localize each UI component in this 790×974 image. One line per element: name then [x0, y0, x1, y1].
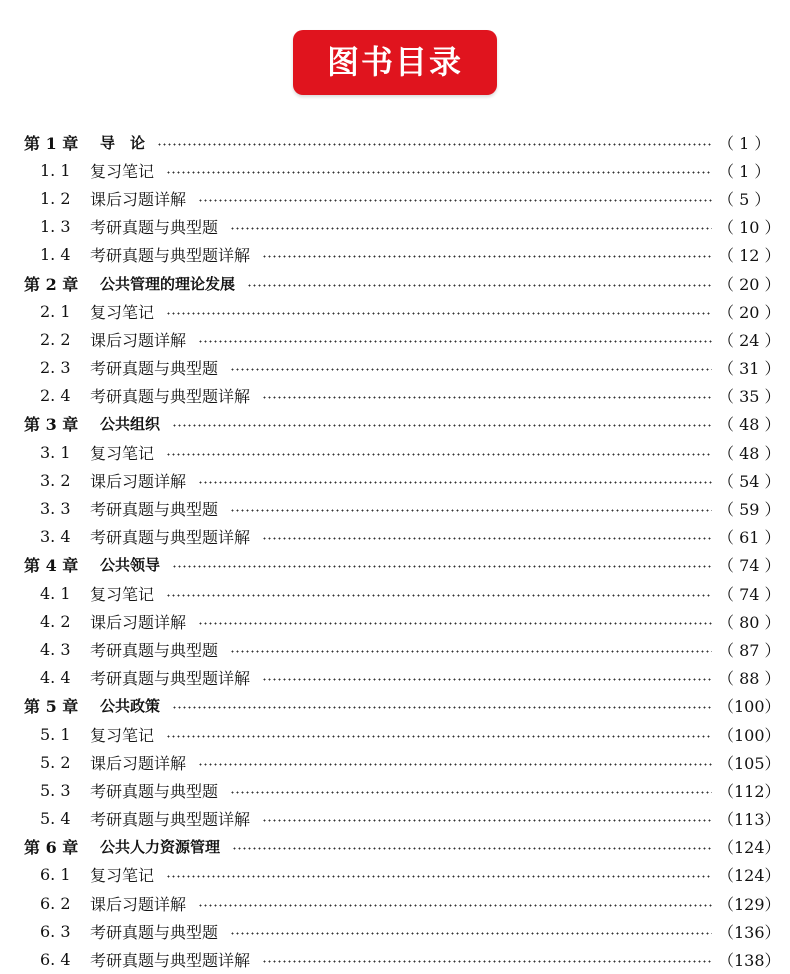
toc-entry-title: 公共人力资源管理	[100, 838, 221, 857]
toc-entry-number: 第 4 章	[24, 556, 79, 576]
toc-chapter-row	[24, 692, 781, 720]
toc-entry-page: （129）	[718, 894, 781, 914]
toc-entry-title: 考研真题与典型题详解	[90, 669, 251, 689]
toc-entry-page: （ 12 ）	[718, 246, 781, 266]
dot-leader	[198, 763, 712, 766]
dot-leader	[172, 424, 712, 427]
dot-leader	[166, 171, 712, 174]
toc-chapter-row	[24, 410, 781, 438]
dot-leader	[230, 932, 712, 935]
header-banner	[0, 30, 790, 95]
toc-entry-title: 考研真题与典型题	[90, 922, 219, 942]
toc-entry-page: （ 61 ）	[718, 528, 781, 548]
toc-entry-page: （ 35 ）	[718, 387, 781, 407]
toc-entry-page: （ 31 ）	[718, 359, 781, 379]
toc-entry-title: 公共管理的理论发展	[100, 274, 236, 293]
toc-entry-number: 3. 2	[40, 470, 71, 490]
dot-leader	[157, 143, 712, 146]
toc-entry-page: （ 48 ）	[718, 415, 781, 435]
toc-entry-page: （ 1 ）	[718, 133, 771, 153]
toc-entry-number: 6. 3	[40, 921, 71, 941]
toc-entry-title: 考研真题与典型题	[90, 640, 219, 660]
toc-entry-title: 考研真题与典型题详解	[90, 951, 251, 971]
toc-entry-number: 6. 4	[40, 950, 71, 970]
toc-section-row	[24, 945, 781, 973]
toc-entry-title: 公共组织	[100, 415, 161, 434]
toc-entry-page: （ 74 ）	[718, 556, 781, 576]
page-title: 图书目录	[293, 30, 497, 95]
dot-leader	[166, 312, 712, 315]
dot-leader	[230, 368, 712, 371]
toc-entry-page: （ 5 ）	[718, 189, 771, 209]
toc-entry-number: 第 1 章	[24, 133, 79, 153]
toc-section-row	[24, 156, 770, 184]
toc-entry-number: 第 5 章	[24, 697, 79, 717]
toc-entry-page: （138）	[718, 951, 781, 971]
toc-section-row	[24, 325, 781, 353]
toc-entry-page: （ 20 ）	[718, 274, 781, 294]
toc-entry-number: 3. 1	[40, 442, 71, 462]
table-of-contents	[24, 128, 781, 974]
toc-entry-number: 第 2 章	[24, 274, 79, 294]
toc-entry-title: 复习笔记	[90, 161, 155, 181]
toc-entry-number: 4. 2	[40, 611, 71, 631]
toc-section-row	[24, 579, 781, 607]
toc-entry-number: 3. 3	[40, 499, 71, 519]
dot-leader	[230, 650, 712, 653]
toc-entry-title: 复习笔记	[90, 866, 155, 886]
toc-entry-number: 第 6 章	[24, 838, 79, 858]
toc-entry-number: 5. 4	[40, 809, 71, 829]
toc-entry-page: （ 1 ）	[718, 161, 771, 181]
dot-leader	[262, 819, 712, 822]
toc-entry-title: 考研真题与典型题详解	[90, 528, 251, 548]
toc-entry-page: （100）	[718, 725, 781, 745]
dot-leader	[172, 706, 712, 709]
toc-chapter-row	[24, 128, 770, 156]
dot-leader	[198, 340, 712, 343]
toc-entry-page: （ 80 ）	[718, 612, 781, 632]
toc-entry-page: （ 74 ）	[718, 584, 781, 604]
dot-leader	[232, 847, 712, 850]
toc-entry-page: （ 48 ）	[718, 443, 781, 463]
toc-entry-title: 考研真题与典型题	[90, 500, 219, 520]
toc-entry-title: 公共领导	[100, 556, 161, 575]
toc-entry-page: （112）	[718, 781, 781, 801]
toc-entry-number: 1. 3	[40, 217, 71, 237]
toc-entry-number: 6. 1	[40, 865, 71, 885]
toc-section-row	[24, 184, 770, 212]
toc-entry-title: 复习笔记	[90, 584, 155, 604]
toc-chapter-row	[24, 551, 781, 579]
toc-section-row	[24, 635, 781, 663]
toc-entry-title: 复习笔记	[90, 443, 155, 463]
dot-leader	[198, 622, 712, 625]
toc-entry-number: 1. 4	[40, 245, 71, 265]
toc-entry-number: 3. 4	[40, 527, 71, 547]
toc-entry-page: （ 88 ）	[718, 669, 781, 689]
dot-leader	[262, 678, 712, 681]
toc-entry-title: 课后习题详解	[90, 753, 187, 773]
toc-entry-title: 考研真题与典型题详解	[90, 810, 251, 830]
dot-leader	[166, 875, 712, 878]
toc-entry-number: 1. 1	[40, 160, 71, 180]
dot-leader	[262, 537, 712, 540]
toc-entry-number: 4. 3	[40, 639, 71, 659]
toc-entry-page: （ 59 ）	[718, 500, 781, 520]
toc-entry-title: 复习笔记	[90, 725, 155, 745]
toc-entry-page: （ 87 ）	[718, 640, 781, 660]
toc-chapter-row	[24, 833, 781, 861]
toc-entry-number: 4. 1	[40, 583, 71, 603]
toc-entry-page: （105）	[718, 753, 781, 773]
toc-entry-title: 考研真题与典型题详解	[90, 387, 251, 407]
toc-entry-title: 考研真题与典型题	[90, 218, 219, 238]
dot-leader	[172, 565, 712, 568]
toc-entry-page: （ 10 ）	[718, 218, 781, 238]
toc-section-row	[24, 664, 781, 692]
toc-entry-title: 考研真题与典型题	[90, 359, 219, 379]
toc-entry-title: 课后习题详解	[90, 471, 187, 491]
toc-entry-number: 4. 4	[40, 668, 71, 688]
dot-leader	[230, 227, 712, 230]
toc-entry-number: 1. 2	[40, 188, 71, 208]
toc-entry-number: 2. 3	[40, 358, 71, 378]
toc-section-row	[24, 776, 781, 804]
toc-section-row	[24, 720, 781, 748]
toc-entry-title: 课后习题详解	[90, 894, 187, 914]
toc-entry-number: 2. 1	[40, 301, 71, 321]
dot-leader	[262, 396, 712, 399]
toc-section-row	[24, 494, 781, 522]
dot-leader	[166, 453, 712, 456]
toc-entry-title: 课后习题详解	[90, 189, 187, 209]
toc-entry-number: 2. 2	[40, 329, 71, 349]
toc-entry-page: （ 20 ）	[718, 302, 781, 322]
toc-section-row	[24, 466, 781, 494]
toc-entry-number: 5. 3	[40, 780, 71, 800]
dot-leader	[166, 735, 712, 738]
toc-section-row	[24, 607, 781, 635]
toc-entry-number: 5. 2	[40, 752, 71, 772]
toc-entry-title: 导 论	[100, 133, 146, 152]
toc-entry-title: 课后习题详解	[90, 330, 187, 350]
toc-section-row	[24, 354, 781, 382]
toc-entry-page: （113）	[718, 810, 781, 830]
dot-leader	[262, 255, 712, 258]
toc-section-row	[24, 297, 781, 325]
toc-entry-page: （ 24 ）	[718, 330, 781, 350]
toc-section-row	[24, 805, 781, 833]
toc-section-row	[24, 438, 781, 466]
dot-leader	[166, 594, 712, 597]
toc-entry-page: （124）	[718, 866, 781, 886]
toc-chapter-row	[24, 269, 781, 297]
dot-leader	[198, 904, 712, 907]
toc-section-row	[24, 861, 781, 889]
toc-entry-title: 考研真题与典型题	[90, 781, 219, 801]
toc-entry-number: 6. 2	[40, 893, 71, 913]
toc-section-row	[24, 213, 781, 241]
toc-section-row	[24, 241, 781, 269]
toc-entry-page: （100）	[718, 697, 781, 717]
dot-leader	[230, 791, 712, 794]
toc-entry-title: 公共政策	[100, 697, 161, 716]
toc-entry-page: （124）	[718, 838, 781, 858]
toc-entry-title: 课后习题详解	[90, 612, 187, 632]
dot-leader	[247, 284, 712, 287]
toc-section-row	[24, 889, 781, 917]
toc-entry-number: 5. 1	[40, 724, 71, 744]
toc-entry-title: 考研真题与典型题详解	[90, 246, 251, 266]
toc-entry-page: （ 54 ）	[718, 471, 781, 491]
toc-entry-title: 复习笔记	[90, 302, 155, 322]
dot-leader	[198, 481, 712, 484]
toc-entry-number: 2. 4	[40, 386, 71, 406]
toc-entry-number: 第 3 章	[24, 415, 79, 435]
toc-entry-page: （136）	[718, 922, 781, 942]
toc-section-row	[24, 917, 781, 945]
dot-leader	[198, 199, 712, 202]
toc-section-row	[24, 382, 781, 410]
toc-section-row	[24, 523, 781, 551]
toc-section-row	[24, 748, 781, 776]
dot-leader	[230, 509, 712, 512]
dot-leader	[262, 960, 712, 963]
